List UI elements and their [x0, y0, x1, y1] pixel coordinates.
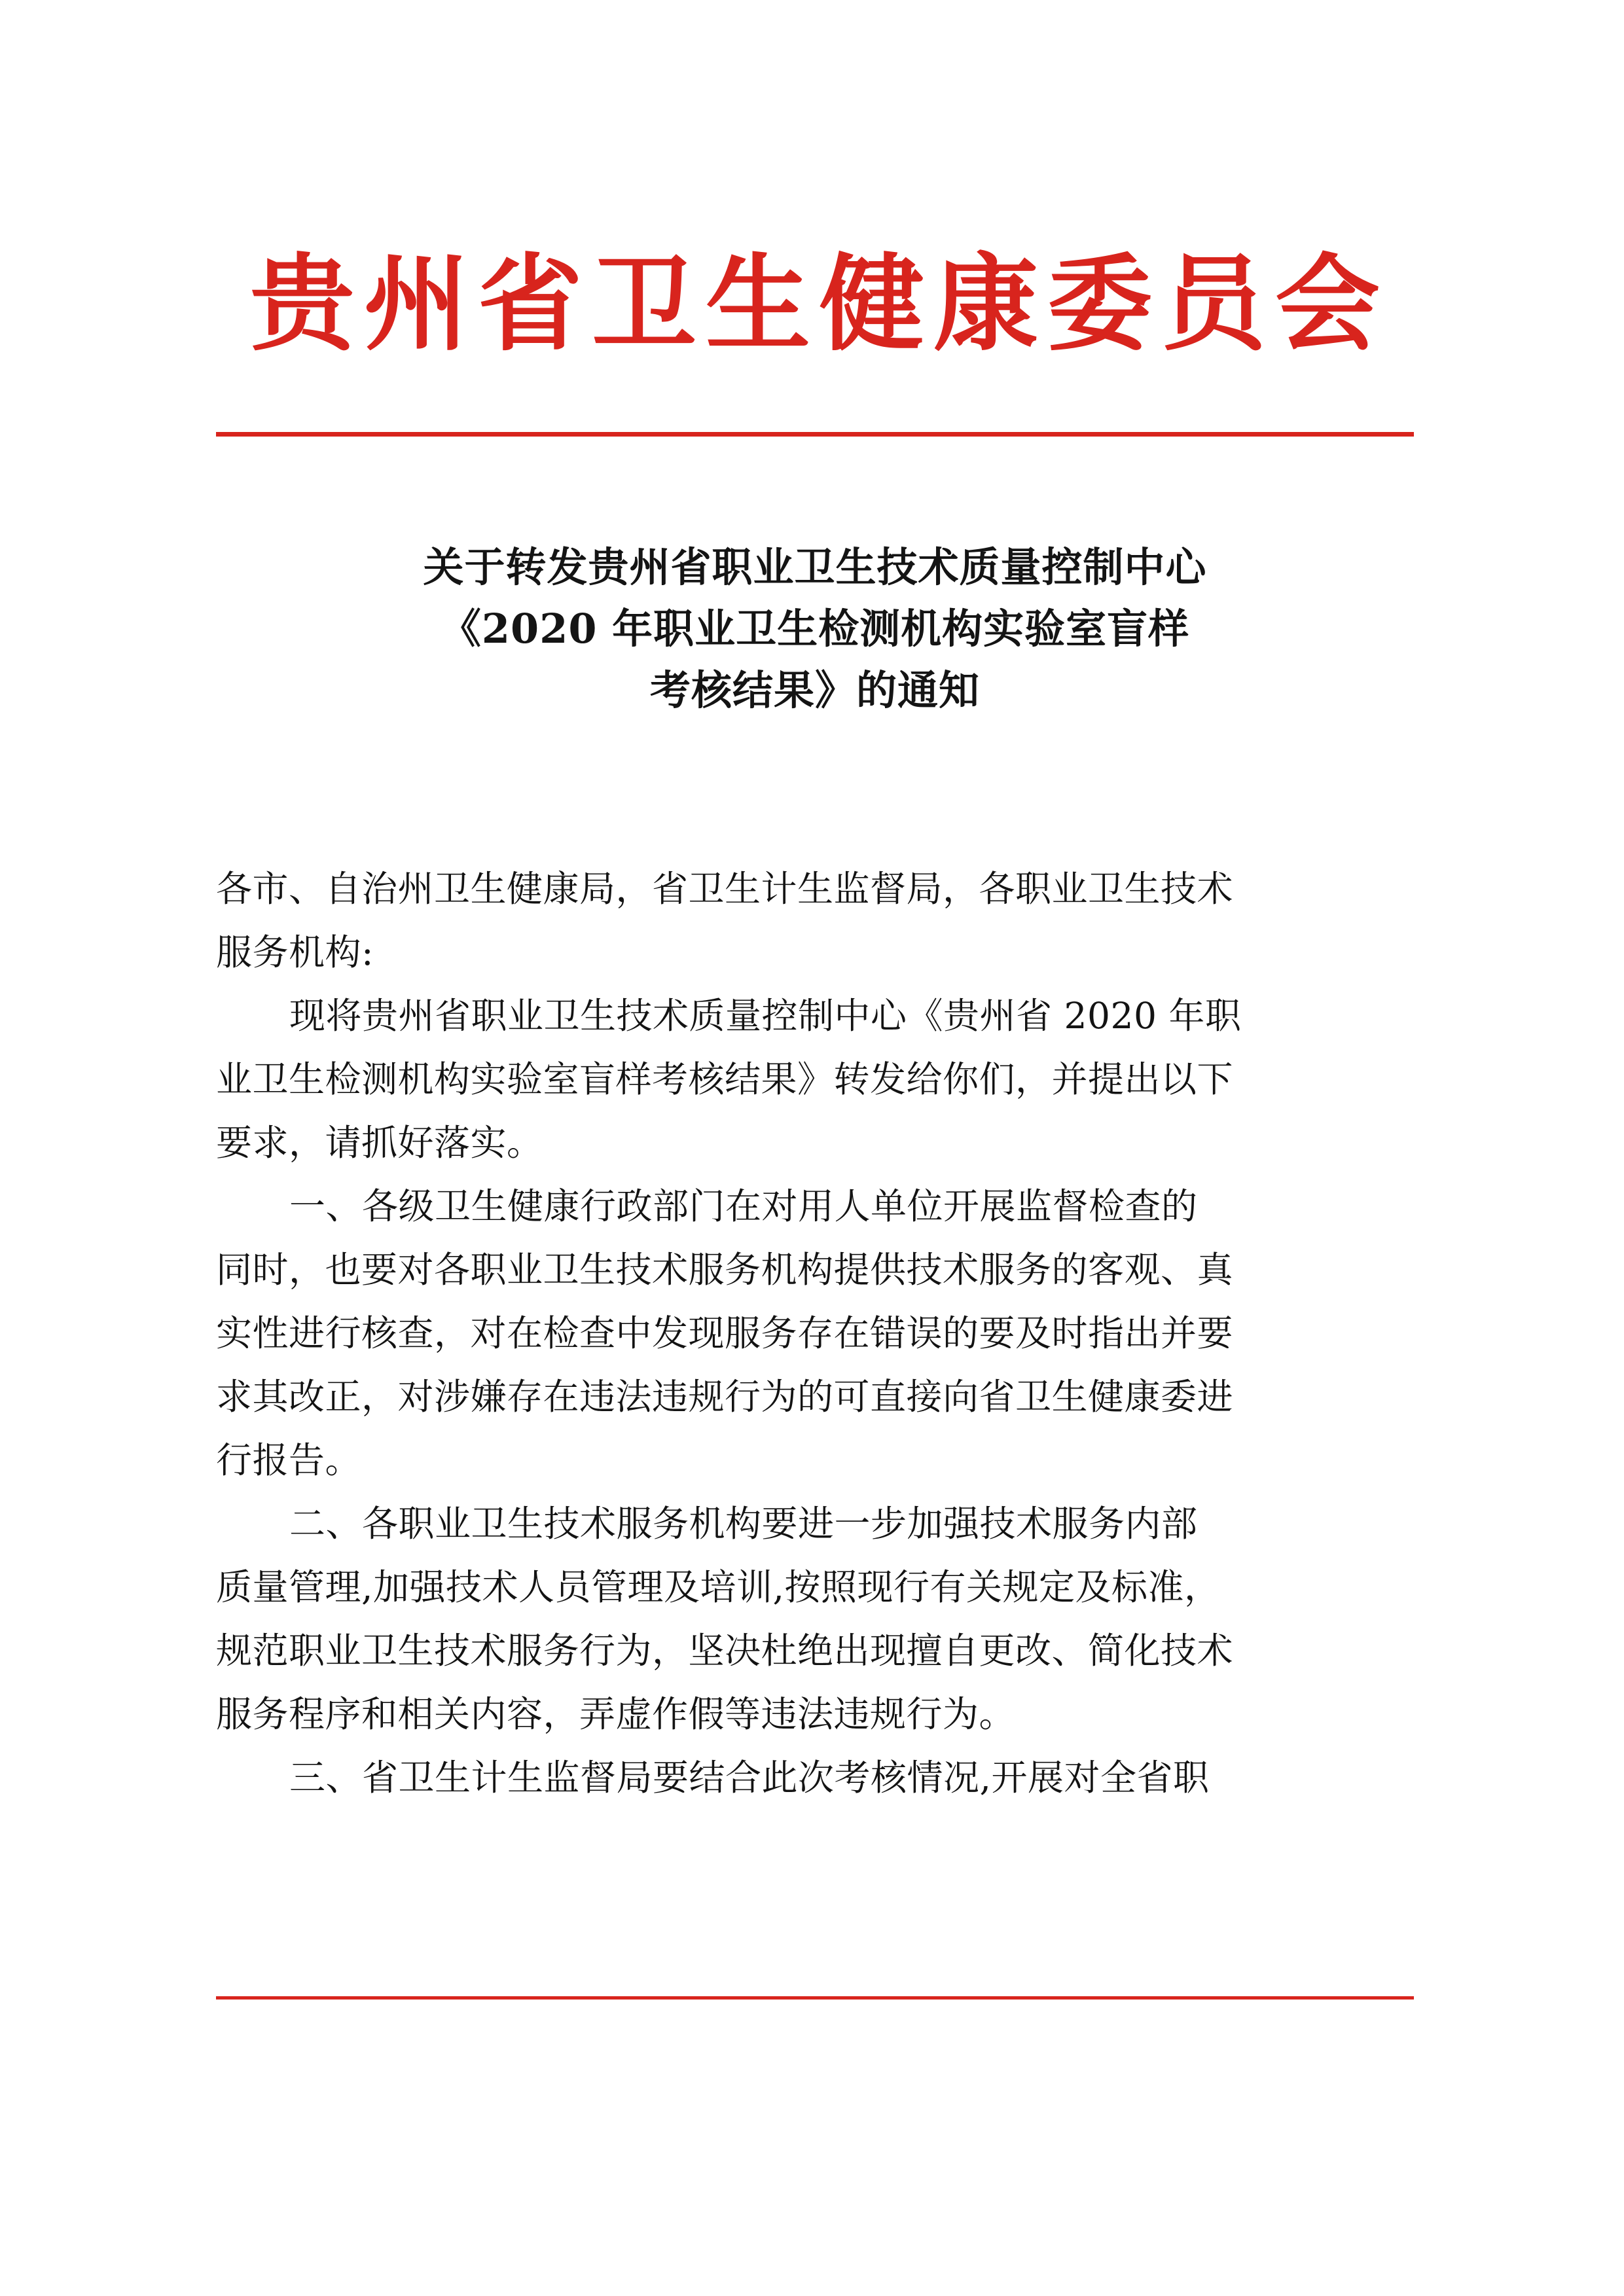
body-line-3: 现将贵州省职业卫生技术质量控制中心《贵州省 2020 年职 — [289, 995, 1242, 1037]
body-line-12: 质量管理,加强技术人员管理及培训,按照现行有关规定及标准， — [216, 1566, 1221, 1608]
letterhead — [216, 242, 1414, 365]
issuing-organization: 贵州省卫生健康委员会 — [249, 242, 1389, 365]
body-line-15: 三、省卫生计生监督局要结合此次考核情况,开展对全省职 — [289, 1757, 1210, 1799]
body-line-8: 实性进行核查，对在检查中发现服务存在错误的要及时指出并要 — [216, 1312, 1234, 1354]
document-body — [216, 857, 1414, 1810]
body-line-1: 各市、自治州卫生健康局，省卫生计生监督局，各职业卫生技术 — [216, 868, 1234, 910]
body-line-5: 要求，请抓好落实。 — [216, 1122, 543, 1164]
body-line-2: 服务机构: — [216, 931, 374, 973]
document-title — [216, 537, 1414, 722]
body-line-11: 二、各职业卫生技术服务机构要进一步加强技术服务内部 — [289, 1503, 1198, 1545]
body-line-13: 规范职业卫生技术服务行为，坚决杜绝出现擅自更改、简化技术 — [216, 1630, 1234, 1672]
body-line-14: 服务程序和相关内容，弄虚作假等违法违规行为。 — [216, 1693, 1016, 1735]
document-title-line-1: 关于转发贵州省职业卫生技术质量控制中心 — [423, 543, 1207, 591]
footer-divider-rule — [216, 1996, 1414, 2000]
header-divider-rule — [216, 432, 1414, 437]
body-line-7: 同时，也要对各职业卫生技术服务机构提供技术服务的客观、真 — [216, 1249, 1234, 1291]
document-title-line-2: 《2020 年职业卫生检测机构实验室盲样 — [440, 605, 1190, 653]
body-line-6: 一、各级卫生健康行政部门在对用人单位开展监督检查的 — [289, 1185, 1198, 1227]
body-line-10: 行报告。 — [216, 1439, 362, 1481]
body-line-9: 求其改正，对涉嫌存在违法违规行为的可直接向省卫生健康委进 — [216, 1376, 1234, 1418]
document-title-line-3: 考核结果》的通知 — [649, 666, 980, 715]
body-line-4: 业卫生检测机构实验室盲样考核结果》转发给你们，并提出以下 — [216, 1058, 1234, 1100]
